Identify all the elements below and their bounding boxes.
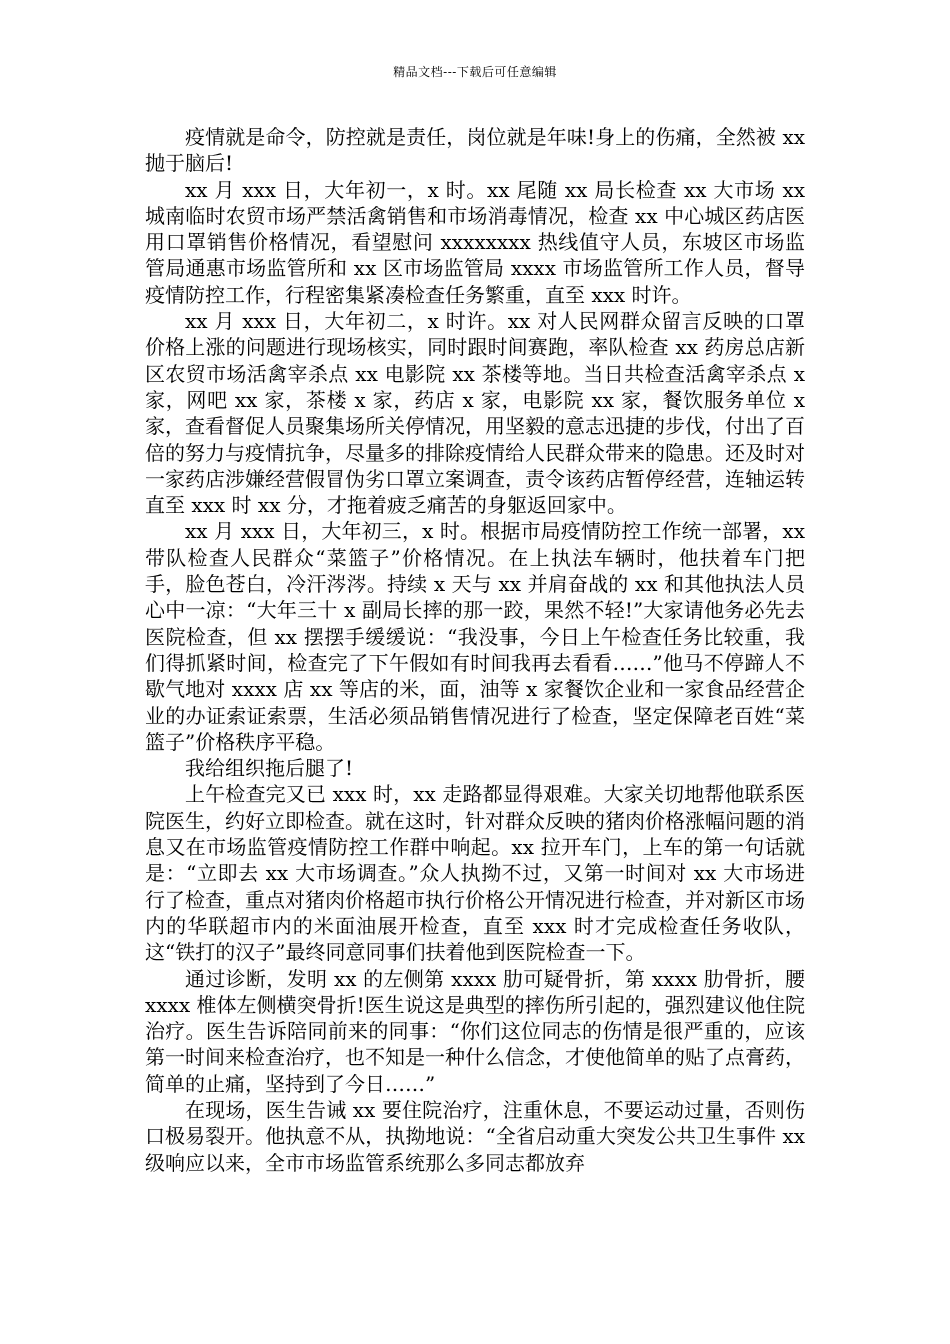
- paragraph-8: 在现场，医生告诫 xx 要住院治疗，注重休息，不要运动过量，否则伤口极易裂开。他执意不从，执拗地说：“全省启动重大突发公共卫生事件 xx 级响应以来，全市市场监管系统那么多同志都放弃: [145, 1097, 805, 1175]
- paragraph-4: xx 月 xxx 日，大年初三，x 时。根据市局疫情防控工作统一部署，xx 带队检查人民群众“菜篮子”价格情况。在上执法车辆时，他扶着车门把手，脸色苍白，冷汗涔涔。持续 x 天与 xx 并肩奋战的 xx 和其他执法人员心中一凉：“大年三十 x 副局长摔的那一跤，果然不轻!”大家请他务必先去医院检查，但 xx 摆摆手缓缓说：“我没事，今日上午检查任务比较重，我们得抓紧时间，检查完了下午假如有时间我再去看看……”他马不停蹄人不歇气地对 xxxx 店 xx 等店的米，面，油等 x 家餐饮企业和一家食品经营企业的办证索证索票，生活必须品销售情况进行了检查，坚定保障老百姓“菜篮子”价格秩序平稳。: [145, 519, 805, 754]
- paragraph-3: xx 月 xxx 日，大年初二，x 时许。xx 对人民网群众留言反映的口罩价格上涨的问题进行现场核实，同时跟时间赛跑，率队检查 xx 药房总店新区农贸市场活禽宰杀点 xx 电影院 xx 茶楼等地。当日共检查活禽宰杀点 x 家，网吧 xx 家，茶楼 x 家，药店 x 家，电影院 xx 家，餐饮服务单位 x 家，查看督促人员聚集场所关停情况，用坚毅的意志迅捷的步伐，付出了百倍的努力与疫情抗争，尽量多的排除疫情给人民群众带来的隐患。还及时对一家药店涉嫌经营假冒伪劣口罩立案调查，责令该药店暂停经营，连轴运转直至 xxx 时 xx 分，才拖着疲乏痛苦的身躯返回家中。: [145, 309, 805, 518]
- page-header: 精品文档---下载后可任意编辑: [393, 65, 557, 79]
- paragraph-5: 我给组织拖后腿了!: [185, 756, 354, 781]
- paragraph-7: 通过诊断，发明 xx 的左侧第 xxxx 肋可疑骨折，第 xxxx 肋骨折，腰 xxxx 椎体左侧横突骨折!医生说这是典型的摔伤所引起的，强烈建议他住院治疗。医生告诉陪同前来的同事：“你们这位同志的伤情是很严重的，应该第一时间来检查治疗，也不知是一种什么信念，才使他简单的贴了点膏药，简单的止痛，坚持到了今日……”: [145, 966, 805, 1096]
- paragraph-6: 上午检查完又已 xxx 时，xx 走路都显得艰难。大家关切地帮他联系医院医生，约好立即检查。就在这时，针对群众反映的猪肉价格涨幅问题的消息又在市场监管疫情防控工作群中响起。xx 拉开车门，上车的第一句话就是：“立即去 xx 大市场调查。”众人执拗不过，又第一时间对 xx 大市场进行了检查，重点对猪肉价格超市执行价格公开情况进行检查，并对新区市场内的华联超市内的米面油展开检查，直至 xxx 时才完成检查任务收队，这“铁打的汉子”最终同意同事们扶着他到医院检查一下。: [145, 782, 805, 965]
- paragraph-2: xx 月 xxx 日，大年初一，x 时。xx 尾随 xx 局长检查 xx 大市场 xx 城南临时农贸市场严禁活禽销售和市场消毒情况，检查 xx 中心城区药店医用口罩销售价格情况，看望慰问 xxxxxxxx 热线值守人员，东坡区市场监管局通惠市场监管所和 xx 区市场监管局 xxxx 市场监管所工作人员，督导疫情防控工作，行程密集紧凑检查任务繁重，直至 xxx 时许。: [145, 177, 805, 307]
- document-body: [145, 124, 805, 1176]
- paragraph-1: 疫情就是命令，防控就是责任，岗位就是年味!身上的伤痛，全然被 xx 抛于脑后!: [145, 125, 805, 176]
